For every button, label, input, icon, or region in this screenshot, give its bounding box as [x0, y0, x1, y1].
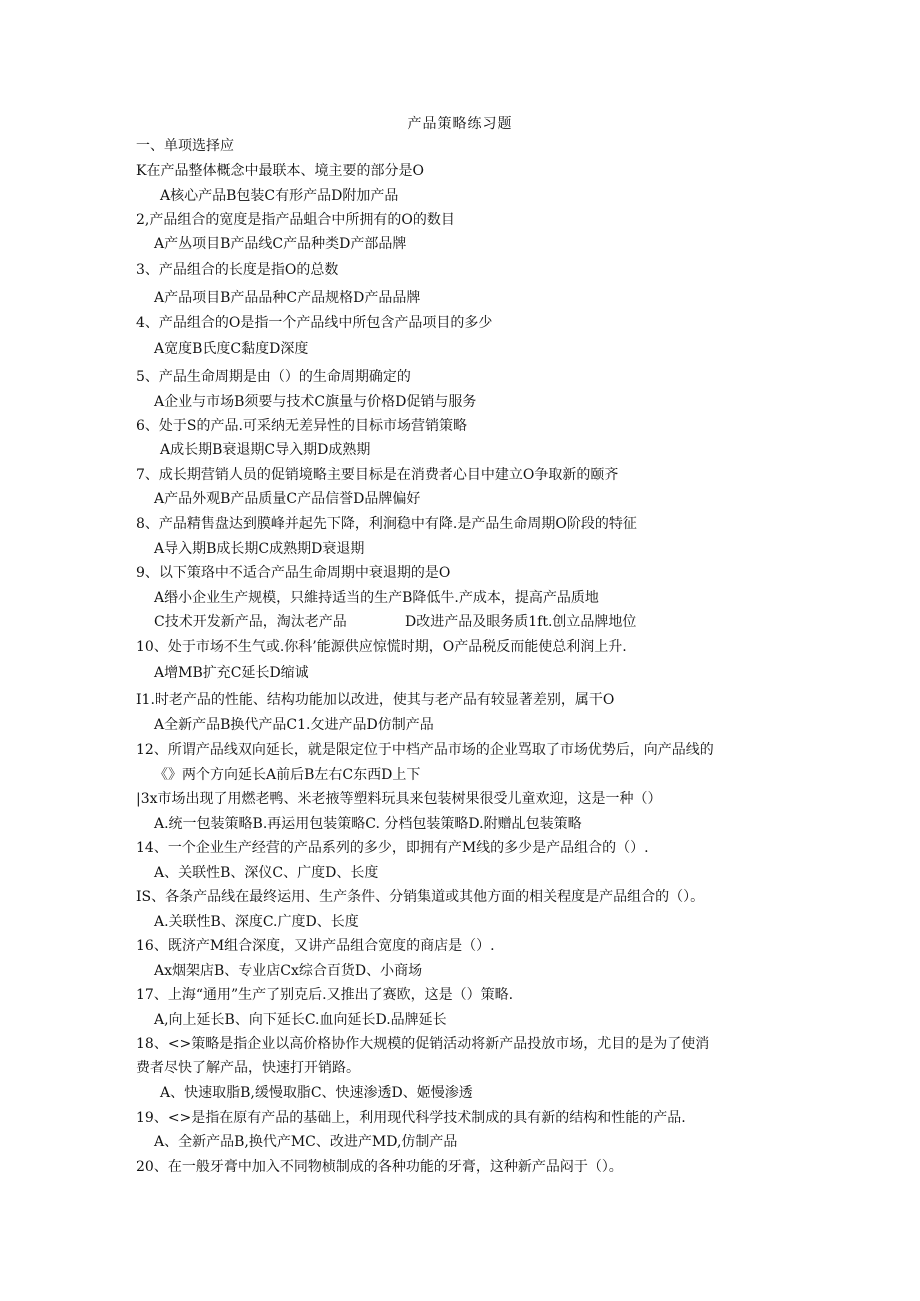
question-line: 3、产品组合的长度是指O的总数 [136, 262, 339, 278]
question-line: 费者尽快了解产品，快速打开销路。 [136, 1060, 360, 1076]
question-line: IS、各条产品线在最终运用、生产条件、分销集道或其他方面的相关程度是产品组合的（）。 [136, 889, 705, 905]
question-line: 8、产品精售盘达到膜峰并起先下降，利涧稳中有降.是产品生命周期O阶段的特征 [136, 516, 637, 532]
options-line: C技术开发新产品，淘汰老产品 [154, 614, 347, 630]
options-line: Ax烟架店B、专业店Cx综合百货D、小商场 [154, 963, 423, 979]
question-line: 9、以下策珞中不适合产品生命周期中衰退期的是O [136, 565, 451, 581]
section-heading: 一、单项选择应 [136, 138, 234, 154]
options-line: A企业与市场B须要与技术C旗量与价格D促销与服务 [154, 394, 477, 410]
question-line: 5、产品生命周期是由（）的生命周期确定的 [136, 369, 411, 385]
options-line: A宽度B氏度C黏度D深度 [154, 341, 309, 357]
options-line: A核心产品B包装C有形产品D附加产品 [160, 188, 399, 204]
page-title: 产品策略练习题 [407, 116, 513, 132]
question-line: |3x市场出现了用燃老鸭、米老掖等塑料玩具来包装树果很受儿童欢迎，这是一种（） [136, 791, 662, 807]
question-line: 16、既济产M组合深度，又讲产品组合宽度的商店是（）. [136, 938, 495, 954]
options-line: A、关联性B、深仪C、广度D、长度 [154, 865, 379, 881]
options-line: A产品项目B产品品种C产品规格D产品品牌 [154, 290, 421, 306]
options-line: A缗小企业生产规模，只維持适当的生产B降低牛.产成本，提高产品质地 [154, 590, 599, 606]
question-line: 19、<>是指在原有产品的基础上，利用现代科学技术制成的具有新的结构和性能的产品. [136, 1110, 686, 1126]
question-line: 4、产品组合的O是指一个产品线中所包含产品项目的多少 [136, 315, 493, 331]
options-line: A全新产品B换代产品C1.攵进产品D仿制产品 [154, 717, 434, 733]
question-line: 20、在一般牙膏中加入不同物桢制成的各种功能的牙膏，这种新产品闷于（）。 [136, 1159, 623, 1175]
options-line: A增MB扩充C延长D缩诚 [154, 665, 309, 681]
options-line: A.关联性B、深度C.广度D、长度 [154, 914, 359, 930]
question-line: 7、成长期营销人员的促销境略主要目标是在消费者心目中建立O争取新的颐齐 [136, 467, 619, 483]
question-line: I1.时老产品的性能、结构功能加以改进，使其与老产品有较显著差别，属干O [136, 692, 615, 708]
question-line: 《》两个方向延长A前后B左右C东西D上下 [154, 767, 421, 783]
options-line: D改进产品及眼务质1ft.创立品牌地位 [405, 614, 637, 630]
options-line: A、全新产品B,换代产MC、改进产MD,仿制产品 [154, 1134, 458, 1150]
question-line: 10、处于市场不生气或.你科’能源供应惊慌时期，O产品税反而能使总利润上升. [136, 639, 627, 655]
options-line: A成长期B衰退期C导入期D成熟期 [160, 442, 371, 458]
question-line: K在产品整体概念中最联本、境主要的部分是O [136, 163, 424, 179]
question-line: 17、上海“通用”生产了别克后.又推出了赛欧，这是（）策略. [136, 987, 514, 1003]
question-line: 6、处于S的产品.可采纳无差异性的目标市场营销策略 [136, 418, 467, 434]
options-line: A产丛项目B产品线C产品种类D产部品牌 [154, 236, 407, 252]
options-line: A产品外观B产品质量C产品信誉D品牌偏好 [154, 491, 421, 507]
question-line: 14、一个企业生产经营的产品系列的多少，即拥有产M线的多少是产品组合的（）. [136, 840, 649, 856]
options-line: A、快速取脂B,缓慢取脂C、快速渗透D、姬慢渗透 [160, 1085, 473, 1101]
question-line: 12、所谓产品线双向延长，就是限定位于中档产品市场的企业骂取了市场优势后，向产品线的 [136, 742, 714, 758]
options-line: A,向上延长B、向下延长C.血向延长D.品牌延长 [154, 1012, 447, 1028]
question-line: 18、<>策略是指企业以高价格协作大规模的促销活动将新产品投放市场，尤目的是为了使消 [136, 1036, 710, 1052]
question-line: 2,产品组合的宽度是指产品蛆合中所拥有的O的数目 [136, 212, 455, 228]
options-line: A.统一包装策略B.再运用包装策略C. 分档包装策略D.附赠乩包装策略 [154, 816, 582, 832]
options-line: A导入期B成长期C成熟期D衰退期 [154, 541, 365, 557]
